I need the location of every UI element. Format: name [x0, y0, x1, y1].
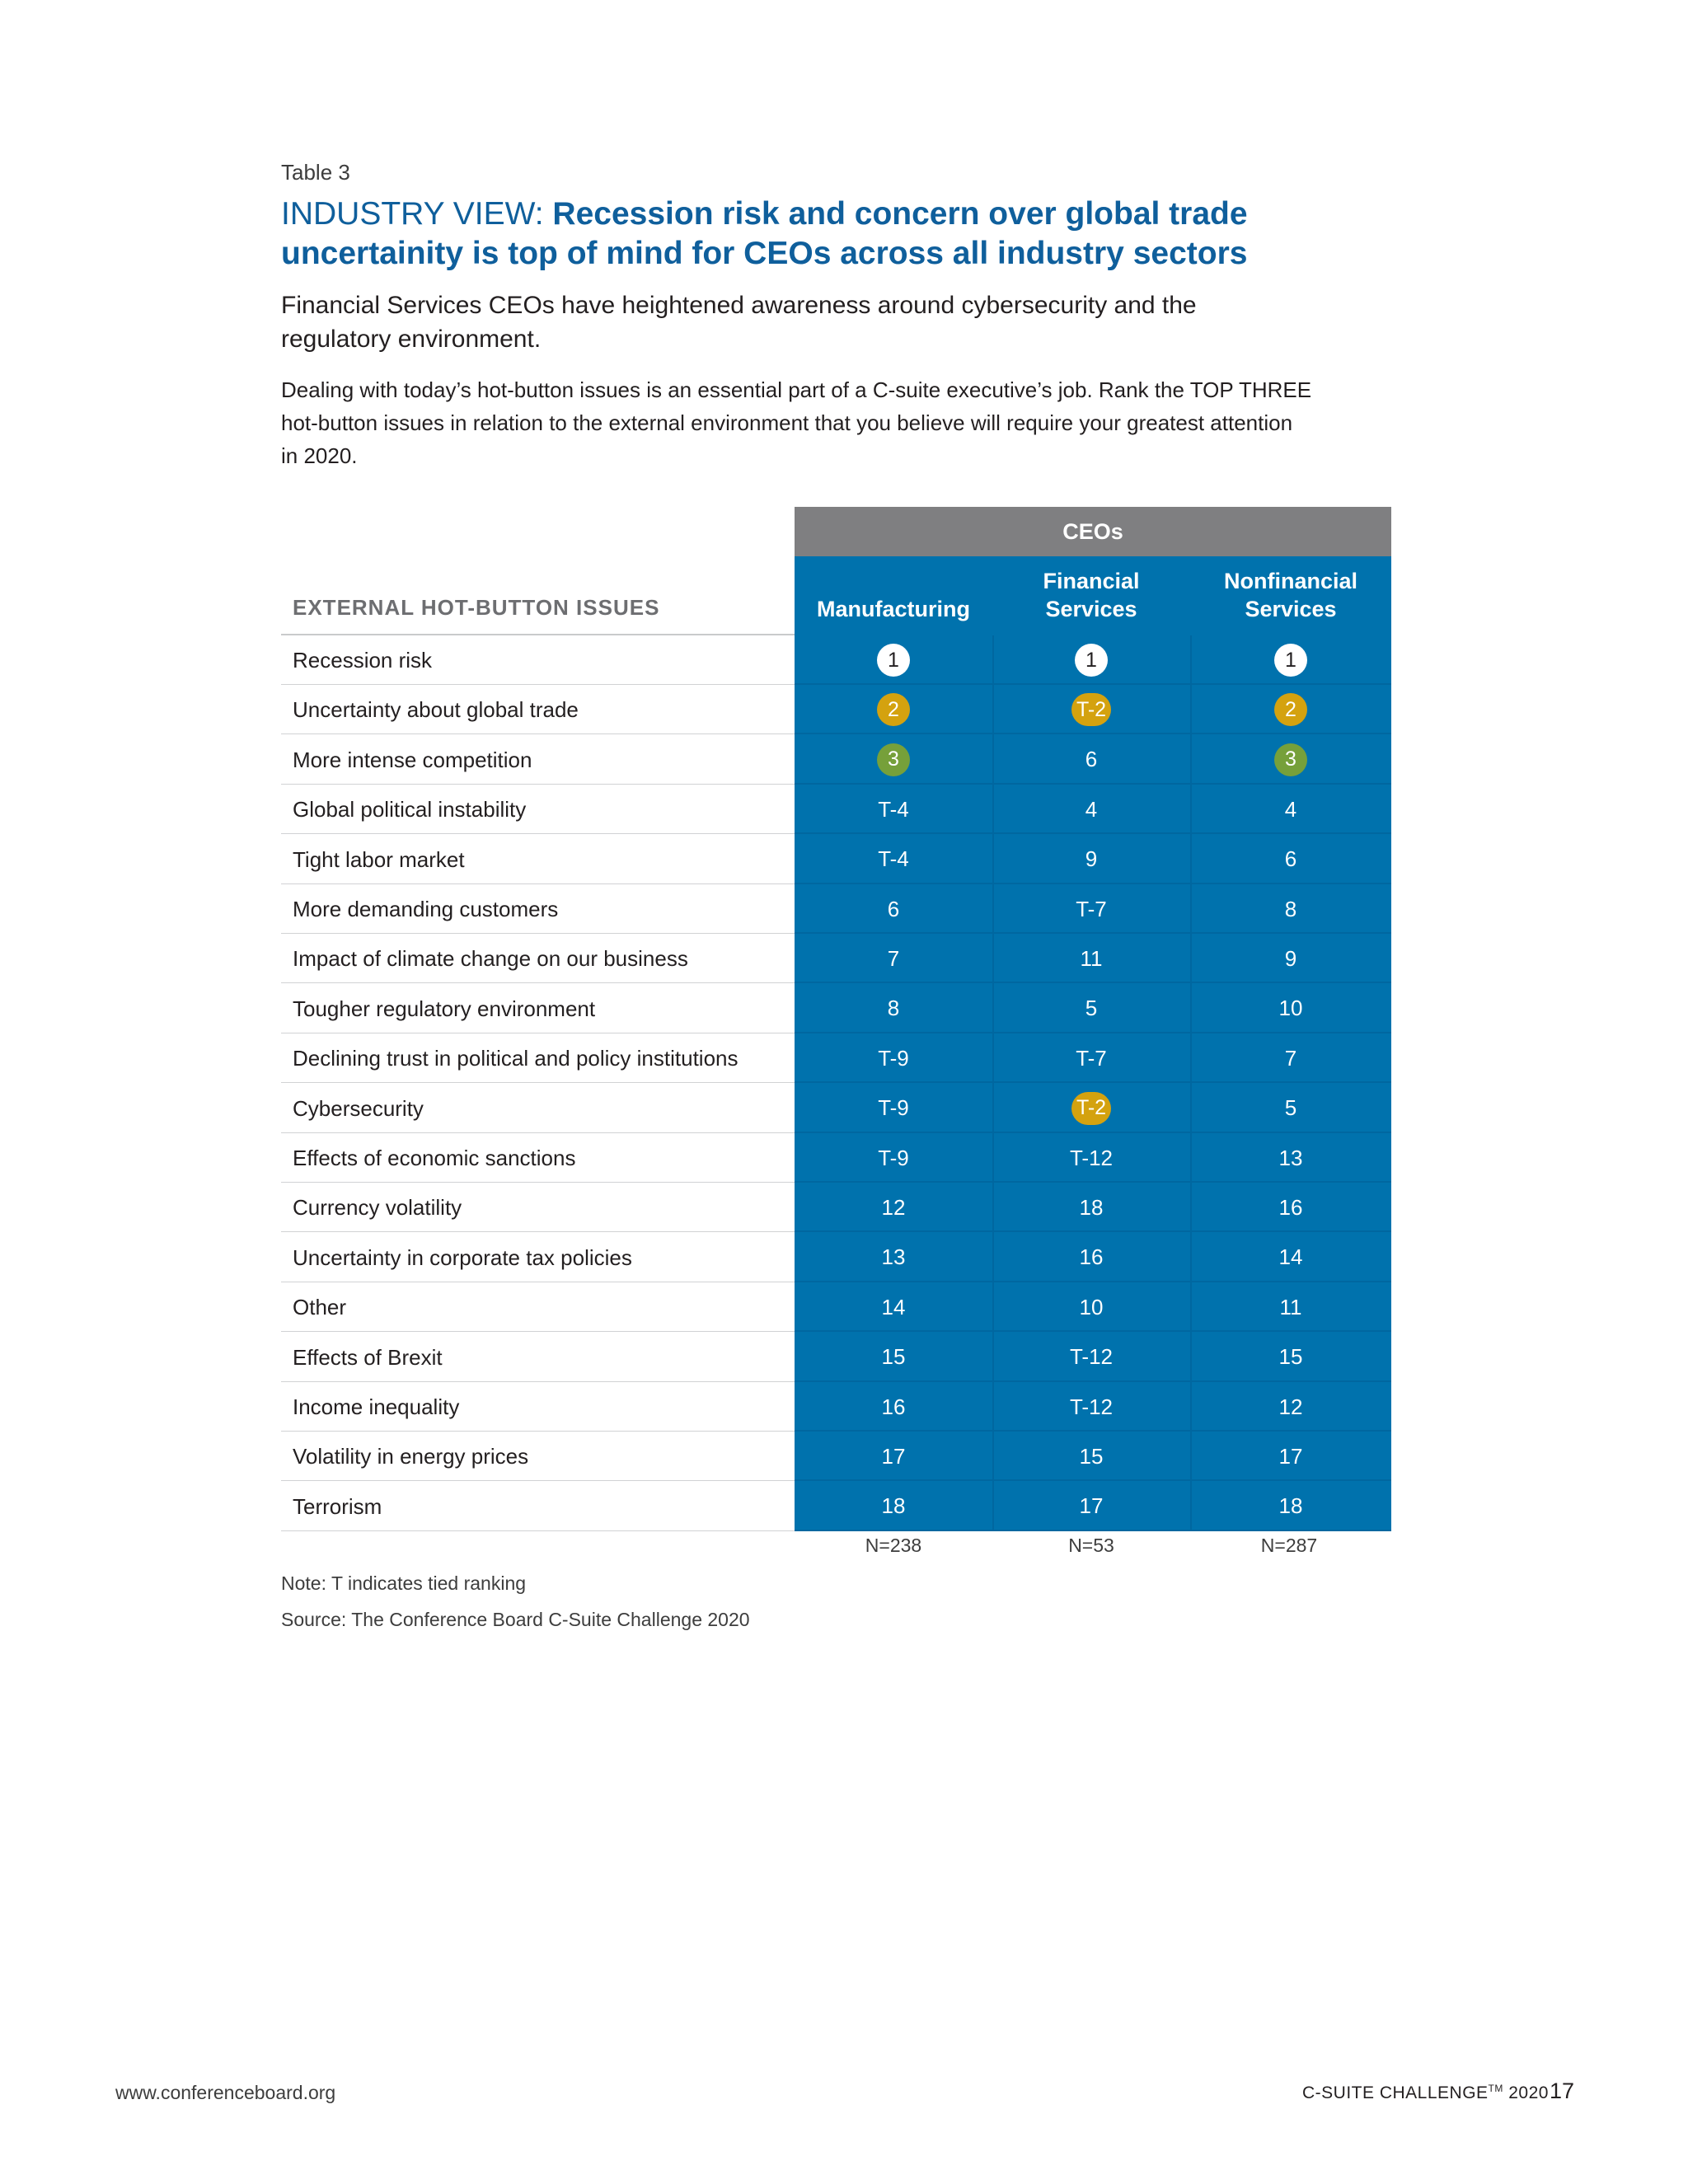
rank-value: 14: [1278, 1244, 1303, 1270]
rank-cell: [795, 735, 992, 785]
rank-cell: [1190, 635, 1391, 685]
rank-value: T-12: [1069, 1394, 1114, 1419]
page-title: [281, 194, 1435, 274]
rank-cell: [795, 835, 992, 884]
column-header-manufacturing: [795, 567, 992, 623]
rank-value: T-4: [878, 796, 909, 822]
rank-cell: [795, 984, 992, 1033]
table-row: [281, 934, 1391, 983]
rank-cell: [992, 1432, 1190, 1481]
footer-brand-name: C-SUITE CHALLENGE: [1302, 2083, 1489, 2102]
rank-badge: T-2: [1071, 693, 1111, 726]
issue-label: Cybersecurity: [293, 1095, 424, 1121]
footer-url[interactable]: www.conferenceboard.org: [115, 2082, 336, 2103]
rank-badge: 3: [1274, 743, 1307, 776]
rank-badge: 1: [1274, 644, 1307, 677]
footer-brand: [1302, 2083, 1549, 2103]
subheading: [281, 288, 1353, 356]
rank-cell: [992, 1382, 1190, 1432]
rank-value: 16: [881, 1394, 906, 1419]
rank-cell: [795, 1033, 992, 1083]
rank-value: 4: [1085, 796, 1098, 822]
table-row: [281, 1482, 1391, 1531]
rank-cell: [795, 1133, 992, 1183]
rank-cell: [795, 1183, 992, 1232]
rank-cell: [1190, 884, 1391, 934]
rank-value: 12: [881, 1194, 906, 1220]
column-header-line-1: Nonfinancial: [1223, 569, 1357, 593]
issue-label: Effects of economic sanctions: [293, 1146, 576, 1170]
rank-value: 9: [1085, 846, 1098, 872]
rank-value: 11: [1279, 1294, 1302, 1319]
rank-cell: [795, 1482, 992, 1531]
rank-cell: [992, 934, 1190, 983]
issue-label: Terrorism: [293, 1493, 382, 1519]
rank-value: 17: [881, 1443, 906, 1469]
rank-badge: 2: [1274, 693, 1307, 726]
rank-value: 8: [1284, 896, 1297, 921]
rank-cell: [1190, 785, 1391, 834]
subheading-line-1: Financial Services CEOs have heightened awareness around cybersecurity and the: [281, 292, 1197, 319]
rank-cell: [795, 1282, 992, 1332]
rank-badge: 3: [877, 743, 910, 776]
rank-cell: [795, 1084, 992, 1133]
issue-label: Effects of Brexit: [293, 1344, 443, 1370]
table-row: [281, 1233, 1391, 1282]
rank-value: 18: [1278, 1493, 1303, 1519]
rank-value: 15: [881, 1344, 906, 1370]
issue-label: Uncertainty about global trade: [293, 697, 579, 723]
issue-label: Other: [293, 1295, 347, 1320]
rank-value: 15: [1278, 1344, 1303, 1370]
ceos-group-header: CEOs: [795, 507, 1391, 556]
table-row: [281, 1282, 1391, 1332]
rank-value: 8: [887, 996, 900, 1021]
issue-label: Uncertainty in corporate tax policies: [293, 1244, 632, 1270]
table-row: [281, 984, 1391, 1033]
rank-cell: [1190, 835, 1391, 884]
table-row: [281, 635, 1391, 685]
table-row: [281, 1382, 1391, 1432]
rank-cell: [992, 984, 1190, 1033]
issues-column-header: EXTERNAL HOT-BUTTON ISSUES: [293, 595, 660, 620]
rank-cell: [795, 1432, 992, 1481]
table-row: [281, 1084, 1391, 1133]
issue-label: Income inequality: [293, 1394, 460, 1419]
rank-cell: [992, 1233, 1190, 1282]
sample-size-manufacturing: N=238: [865, 1535, 922, 1556]
column-header-financial-services: [992, 567, 1190, 623]
rank-badge: 1: [877, 644, 910, 677]
rank-cell: [992, 1033, 1190, 1083]
rank-value: 5: [1085, 996, 1098, 1021]
rank-value: 16: [1079, 1244, 1104, 1270]
table-row: [281, 1333, 1391, 1382]
rank-cell: [1190, 1084, 1391, 1133]
intro-paragraph: [281, 373, 1402, 472]
rank-badge: T-2: [1071, 1092, 1111, 1125]
rank-cell: [992, 1084, 1190, 1133]
rank-cell: [1190, 934, 1391, 983]
rank-value: 7: [1284, 1045, 1297, 1071]
issue-label: Impact of climate change on our business: [293, 946, 688, 972]
table-row: [281, 1432, 1391, 1481]
rank-value: T-9: [878, 1095, 909, 1121]
table-source: Source: The Conference Board C-Suite Challenge 2020: [281, 1609, 750, 1630]
rank-cell: [1190, 1482, 1391, 1531]
title-line-1: Recession risk and concern over global trade: [552, 196, 1248, 232]
rank-cell: [992, 884, 1190, 934]
rank-value: 13: [881, 1244, 906, 1270]
rank-cell: [795, 785, 992, 834]
rank-value: 9: [1284, 945, 1297, 971]
rank-cell: [1190, 1033, 1391, 1083]
issue-label: Currency volatility: [293, 1195, 462, 1221]
rank-value: 12: [1278, 1394, 1303, 1419]
column-header-line-2: Services: [1245, 597, 1337, 621]
rank-cell: [1190, 735, 1391, 785]
issue-label: Declining trust in political and policy institutions: [293, 1046, 738, 1071]
rank-cell: [1190, 1233, 1391, 1282]
rank-value: T-4: [878, 846, 909, 872]
trademark-mark: TM: [1488, 2083, 1503, 2094]
rank-cell: [1190, 685, 1391, 734]
rank-value: 17: [1278, 1443, 1303, 1469]
rank-value: 5: [1284, 1095, 1297, 1121]
page-number: 17: [1550, 2079, 1575, 2103]
rank-cell: [992, 1333, 1190, 1382]
rank-cell: [992, 685, 1190, 734]
rank-cell: [1190, 1432, 1391, 1481]
rank-cell: [795, 635, 992, 685]
column-header-line-2: Services: [1045, 597, 1137, 621]
rank-cell: [1190, 1333, 1391, 1382]
rank-cell: [795, 1233, 992, 1282]
title-prefix: INDUSTRY VIEW:: [281, 196, 544, 232]
rank-cell: [992, 635, 1190, 685]
table-row: [281, 785, 1391, 834]
table-row: [281, 1033, 1391, 1083]
rank-cell: [1190, 1382, 1391, 1432]
rank-value: T-12: [1069, 1145, 1114, 1170]
table-label: Table 3: [281, 160, 350, 185]
rank-cell: [992, 735, 1190, 785]
rank-cell: [1190, 984, 1391, 1033]
rank-value: 4: [1284, 796, 1297, 822]
table-row: [281, 884, 1391, 934]
rank-cell: [795, 884, 992, 934]
rank-value: 13: [1278, 1145, 1303, 1170]
issue-label: Global political instability: [293, 797, 527, 823]
rank-value: T-9: [878, 1045, 909, 1071]
footer-year: 2020: [1508, 2083, 1549, 2102]
rank-value: T-7: [1076, 1045, 1107, 1071]
rank-badge: 1: [1075, 644, 1108, 677]
rank-value: 6: [1085, 747, 1098, 772]
rank-value: T-9: [878, 1145, 909, 1170]
table-row: [281, 1183, 1391, 1232]
rank-cell: [992, 1133, 1190, 1183]
issue-label: More demanding customers: [293, 897, 559, 921]
intro-line-3: in 2020.: [281, 443, 358, 468]
rank-cell: [1190, 1183, 1391, 1232]
column-header-line-2: Manufacturing: [817, 597, 970, 621]
rank-cell: [992, 835, 1190, 884]
issue-label: Volatility in energy prices: [293, 1444, 529, 1469]
rank-cell: [1190, 1133, 1391, 1183]
issue-label: Recession risk: [293, 648, 433, 673]
intro-line-2: hot-button issues in relation to the external environment that you believe will require your greatest attention: [281, 410, 1293, 435]
table-row: [281, 735, 1391, 785]
rank-value: 6: [1284, 846, 1297, 872]
rank-value: 16: [1278, 1194, 1303, 1220]
rank-badge: 2: [877, 693, 910, 726]
rank-value: 11: [1080, 945, 1103, 971]
rank-value: 15: [1079, 1443, 1104, 1469]
subheading-line-2: regulatory environment.: [281, 326, 542, 353]
column-header-nonfinancial-services: [1190, 567, 1391, 623]
rank-cell: [992, 785, 1190, 834]
rank-value: T-7: [1076, 896, 1107, 921]
rank-value: 10: [1278, 996, 1303, 1021]
rank-cell: [992, 1482, 1190, 1531]
rank-value: 7: [887, 945, 900, 971]
rank-value: T-12: [1069, 1344, 1114, 1370]
rank-value: 18: [1079, 1194, 1104, 1220]
rank-cell: [992, 1183, 1190, 1232]
rank-value: 6: [887, 896, 900, 921]
rank-cell: [795, 685, 992, 734]
sample-size-nonfinancial-services: N=287: [1260, 1535, 1318, 1556]
issue-label: More intense competition: [293, 747, 532, 772]
table-row: [281, 835, 1391, 884]
rank-cell: [795, 934, 992, 983]
column-header-line-1: Financial: [1043, 569, 1140, 593]
issue-label: Tight labor market: [293, 846, 465, 872]
rank-value: 18: [881, 1493, 906, 1519]
table-row: [281, 685, 1391, 734]
rank-cell: [992, 1282, 1190, 1332]
row-divider: [281, 1530, 795, 1531]
issue-label: Tougher regulatory environment: [293, 996, 596, 1021]
rank-cell: [1190, 1282, 1391, 1332]
title-line-2: uncertainity is top of mind for CEOs across all industry sectors: [281, 236, 1248, 271]
intro-line-1: Dealing with today’s hot-button issues is an essential part of a C-suite executive’s job. Rank the TOP THREE: [281, 377, 1312, 402]
table-note: Note: T indicates tied ranking: [281, 1572, 527, 1594]
rank-value: 10: [1079, 1294, 1104, 1319]
rank-value: 17: [1079, 1493, 1104, 1519]
rank-cell: [795, 1382, 992, 1432]
rank-cell: [795, 1333, 992, 1382]
sample-size-financial-services: N=53: [1068, 1535, 1114, 1556]
rank-value: 14: [881, 1294, 906, 1319]
table-row: [281, 1133, 1391, 1183]
column-header-line-1: [795, 567, 992, 595]
